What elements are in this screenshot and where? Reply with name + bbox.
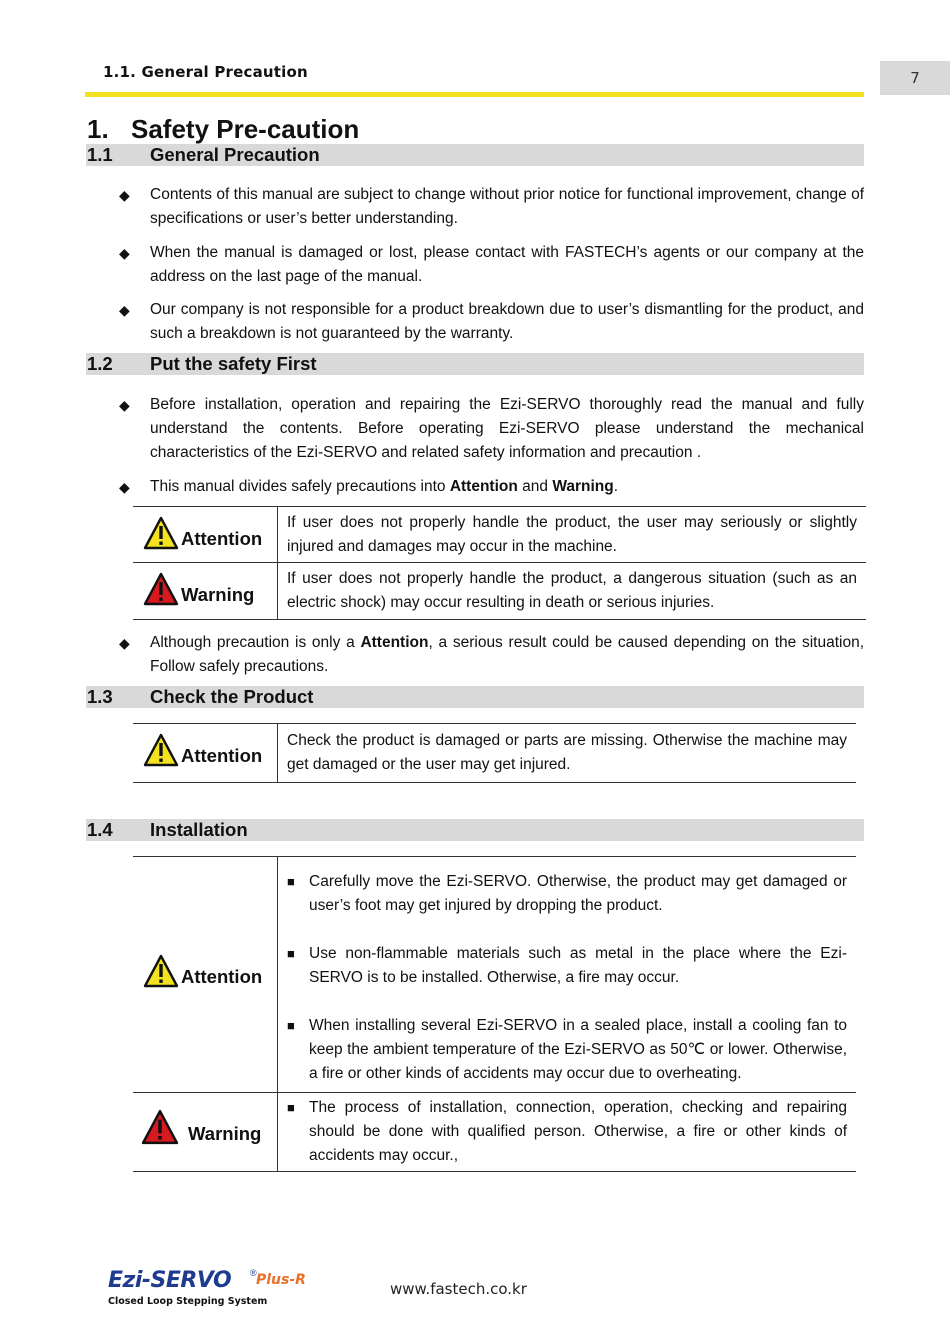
warning-description: If user does not properly handle the product, a dangerous situation (such as an electric shock) may occur resulting in death or serious injuries. xyxy=(278,563,867,620)
attention-term: Attention xyxy=(449,478,518,495)
attention-label-cell xyxy=(133,857,278,1093)
bullet-text: Before installation, operation and repairing the Ezi-SERVO thoroughly read the manual and fully understand the contents. Before operating Ezi-SERVO please understand the mechanical characteristics of the Ezi-SERVO and related safety information and precaution . xyxy=(150,396,864,461)
square-bullet-icon: ■ xyxy=(287,874,295,889)
table-row xyxy=(133,1093,856,1172)
item-text: Carefully move the Ezi-SERVO. Otherwise, the product may get damaged or user’s foot may get injured by dropping the product. xyxy=(309,873,847,914)
list-item xyxy=(287,870,847,918)
warning-label-cell xyxy=(133,1093,278,1172)
square-bullet-icon: ■ xyxy=(287,946,295,961)
list-item xyxy=(119,298,864,346)
list-item xyxy=(119,241,864,289)
chapter-title: Safety Pre-caution xyxy=(131,114,360,144)
attention-label-cell xyxy=(133,724,278,783)
diamond-bullet-icon: ◆ xyxy=(119,397,130,413)
chapter-heading xyxy=(87,114,359,145)
warning-label xyxy=(143,572,254,606)
list-item xyxy=(119,631,864,679)
attention-items xyxy=(278,857,857,1093)
attention-label xyxy=(143,516,262,550)
square-bullet-icon: ■ xyxy=(287,1018,295,1033)
list-item xyxy=(287,942,847,990)
chapter-number: 1. xyxy=(87,114,109,144)
diamond-bullet-icon: ◆ xyxy=(119,635,130,651)
list-item xyxy=(287,1096,847,1168)
caution-triangle-icon xyxy=(143,733,179,767)
bullet-text xyxy=(150,475,864,499)
footer-url: www.fastech.co.kr xyxy=(390,1280,527,1298)
section-number: 1.4 xyxy=(87,819,113,840)
section-title: Installation xyxy=(150,819,248,840)
logo-main: Ezi-SERVO xyxy=(108,1268,232,1293)
square-bullet-icon: ■ xyxy=(287,1100,295,1115)
attention-term: Attention xyxy=(360,634,429,651)
table-row xyxy=(133,857,856,1093)
attention-description: If user does not properly handle the product, the user may seriously or slightly injured and damages may occur in the machine. xyxy=(278,507,867,563)
diamond-bullet-icon: ◆ xyxy=(119,245,130,261)
text-span: and xyxy=(517,478,553,495)
table-row xyxy=(133,507,866,563)
section-number: 1.3 xyxy=(87,686,113,707)
text-span: This manual divides safely precautions into xyxy=(150,478,450,495)
bullet-text xyxy=(150,631,864,679)
attention-word: Attention xyxy=(181,528,263,549)
logo-plus: Plus-R xyxy=(256,1272,306,1288)
caution-triangle-icon xyxy=(143,954,179,988)
running-header-title: 1.1. General Precaution xyxy=(103,63,308,81)
caution-triangle-icon xyxy=(143,516,179,550)
header-rule xyxy=(85,92,864,97)
text-span: Although precaution is only a xyxy=(150,634,361,651)
table-row xyxy=(133,563,866,620)
logo-registered: ® xyxy=(250,1268,257,1278)
bullet-text: Our company is not responsible for a product breakdown due to user’s dismantling for the product, and such a breakdown is not guaranteed by the warranty. xyxy=(150,301,864,342)
warning-label-cell xyxy=(133,563,278,620)
safety-level-table xyxy=(133,506,866,620)
attention-label xyxy=(143,954,262,988)
section-title: General Precaution xyxy=(150,144,320,165)
text-span: . xyxy=(613,478,619,495)
section-number: 1.2 xyxy=(87,353,113,374)
warning-triangle-icon xyxy=(143,572,179,606)
warning-word: Warning xyxy=(188,1123,262,1144)
diamond-bullet-icon: ◆ xyxy=(119,302,130,318)
item-text: Use non-flammable materials such as metal in the place where the Ezi-SERVO is to be installed. Otherwise, a fire may occur. xyxy=(309,945,847,986)
item-text: The process of installation, connection, operation, checking and repairing should be done with qualified person. Otherwise, a fire or other kinds of accidents may occur., xyxy=(309,1099,847,1164)
warning-term: Warning xyxy=(552,478,614,495)
attention-label-cell xyxy=(133,507,278,563)
installation-table xyxy=(133,856,856,1172)
section-heading-1-4 xyxy=(86,819,864,841)
list-item xyxy=(119,475,864,499)
attention-label xyxy=(143,733,262,767)
attention-description: Check the product is damaged or parts are missing. Otherwise the machine may get damaged or the user may get injured. xyxy=(278,724,857,783)
attention-word: Attention xyxy=(181,966,263,987)
list-item xyxy=(119,183,864,231)
list-item xyxy=(119,393,864,465)
warning-label xyxy=(141,1109,261,1145)
logo-subtitle: Closed Loop Stepping System xyxy=(108,1296,268,1307)
section-title: Put the safety First xyxy=(150,353,317,374)
diamond-bullet-icon: ◆ xyxy=(119,187,130,203)
warning-triangle-icon xyxy=(141,1109,179,1145)
bullet-text: When the manual is damaged or lost, please contact with FASTECH’s agents or our company at the address on the last page of the manual. xyxy=(150,244,864,285)
section-number: 1.1 xyxy=(87,144,113,165)
section-title: Check the Product xyxy=(150,686,314,707)
brand-logo xyxy=(108,1268,306,1307)
warning-word: Warning xyxy=(181,584,255,605)
text-span: , a serious result could be caused depending on the situation, Follow safely precautions. xyxy=(150,634,865,675)
section-heading-1-3 xyxy=(86,686,864,708)
section-heading-1-1 xyxy=(86,144,864,166)
check-product-table xyxy=(133,723,856,783)
warning-items xyxy=(278,1093,857,1172)
list-item xyxy=(287,1014,847,1086)
diamond-bullet-icon: ◆ xyxy=(119,479,130,495)
page-number: 7 xyxy=(880,61,950,95)
table-row xyxy=(133,724,856,783)
item-text: When installing several Ezi-SERVO in a sealed place, install a cooling fan to keep the ambient temperature of the Ezi-SERVO as 50℃ or lower. Otherwise, a fire or other kinds of accidents may occur due to overheating. xyxy=(309,1017,847,1082)
bullet-text: Contents of this manual are subject to change without prior notice for functional improvement, change of specifications or user’s better understanding. xyxy=(150,186,864,227)
section-heading-1-2 xyxy=(86,353,864,375)
attention-word: Attention xyxy=(181,745,263,766)
